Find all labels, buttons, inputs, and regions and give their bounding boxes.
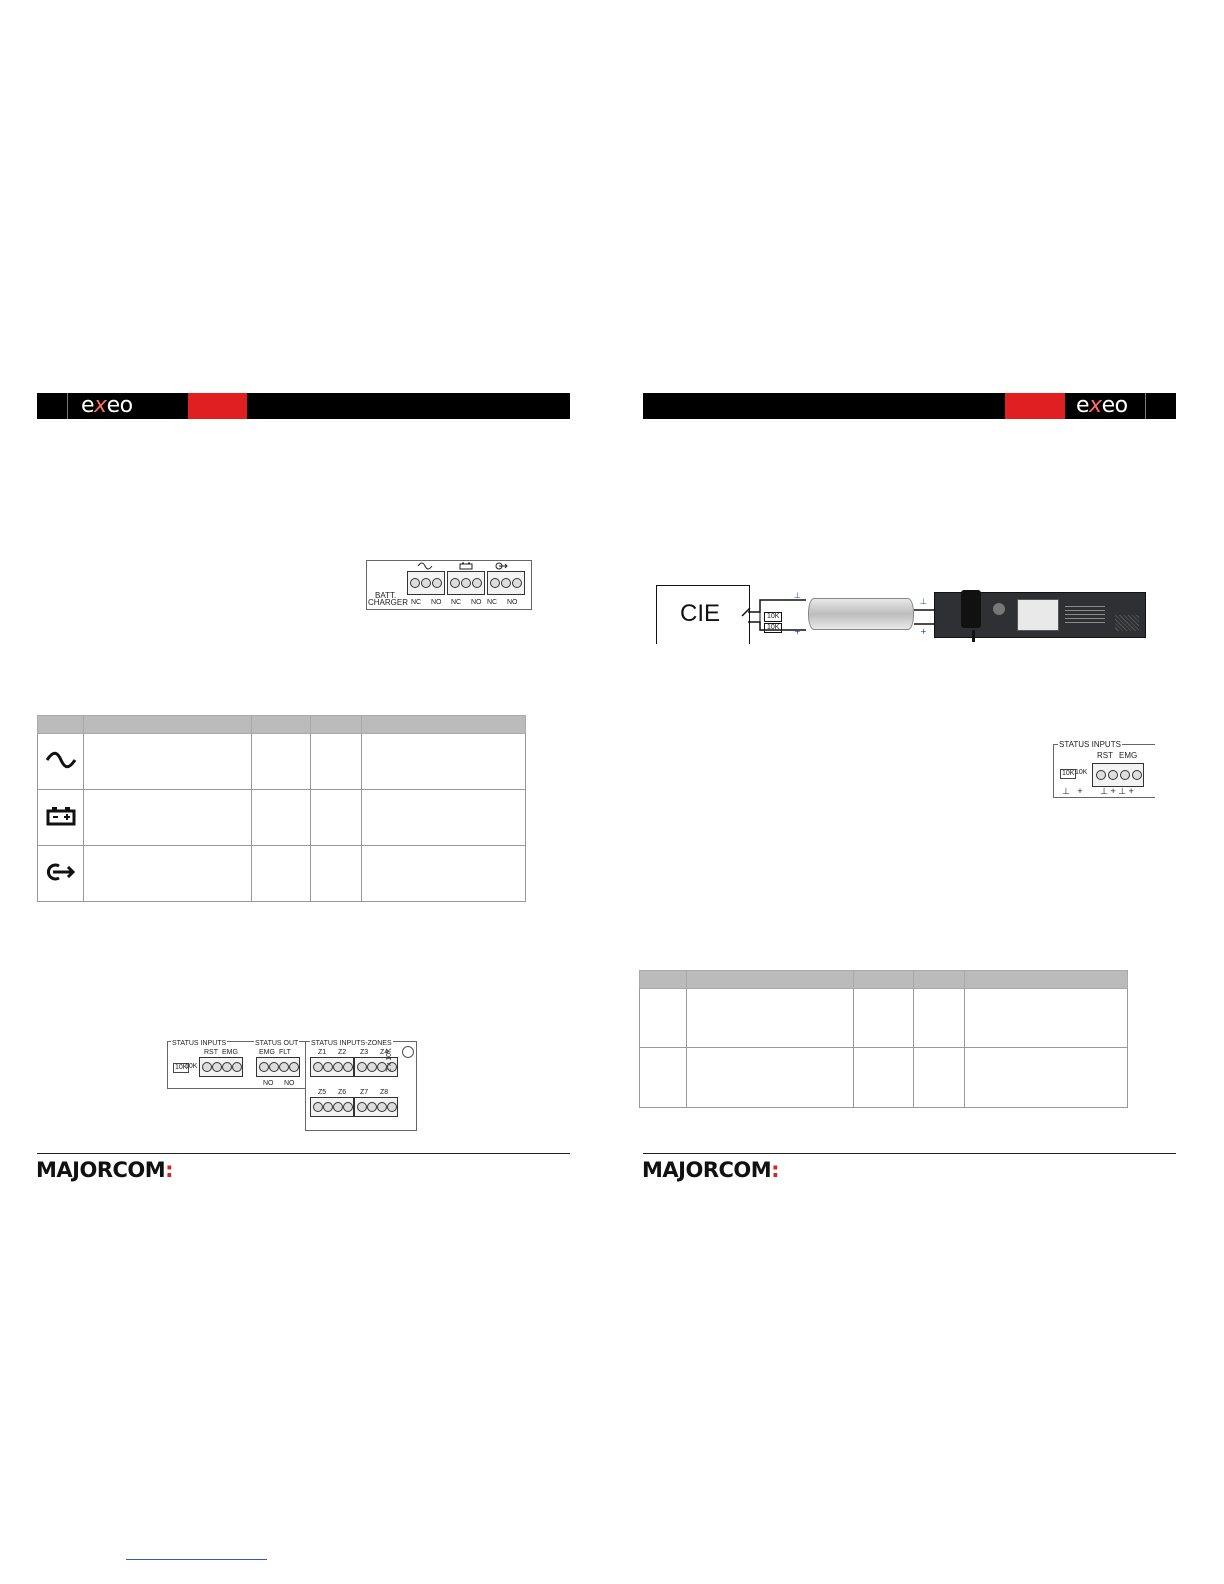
svg-text:+: + — [794, 627, 801, 636]
zone-label: Z7 — [360, 1089, 369, 1096]
table-header-row — [640, 971, 1128, 989]
resistor-label: 10K — [1075, 769, 1088, 776]
contact-label: NC — [451, 599, 462, 606]
no-contact-label: NO — [263, 1080, 274, 1087]
resistor-label: 10K — [764, 612, 782, 622]
zone-label: Z2 — [338, 1049, 347, 1056]
status-out-terminal — [256, 1057, 300, 1077]
panel-screw-icon — [402, 1046, 414, 1058]
rst-label: RST — [1097, 751, 1113, 760]
charger-label: CHARGER — [368, 598, 409, 607]
contact-label: NO — [431, 599, 442, 606]
relay-terminal-2 — [447, 571, 485, 595]
relay-table — [37, 715, 526, 902]
device-cable-drop — [972, 630, 975, 642]
svg-text:⊥: ⊥ — [794, 591, 801, 600]
power-output-icon — [45, 862, 77, 882]
ac-mains-icon — [45, 751, 77, 769]
status-inputs-title: STATUS INPUTS — [172, 1040, 227, 1047]
svg-text:⊥: ⊥ — [920, 597, 927, 606]
relay-terminal-3 — [487, 571, 525, 595]
zones-terminal-bottom-b — [354, 1097, 398, 1117]
battery-icon — [459, 562, 473, 570]
relay-terminal-1 — [407, 571, 445, 595]
status-out-title: STATUS OUT — [255, 1040, 299, 1047]
zone-label: Z4 — [380, 1049, 389, 1056]
table-row — [38, 734, 526, 790]
exeo-logo: exeo — [1076, 393, 1128, 418]
zone-label: Z8 — [380, 1089, 389, 1096]
contact-label: NO — [507, 599, 518, 606]
zone-label: Z3 — [360, 1049, 369, 1056]
left-header-bar — [37, 393, 570, 419]
table-row — [640, 989, 1128, 1048]
cable-icon — [808, 598, 914, 630]
zones-terminal-bottom-a — [310, 1097, 354, 1117]
majorcom-logo: MAJORCOM: — [642, 1158, 780, 1182]
status-input-terminal — [199, 1057, 243, 1077]
input-table — [639, 970, 1128, 1108]
batt-label: BATT. — [375, 591, 397, 600]
table-row — [38, 846, 526, 902]
out-flt-label: FLT — [279, 1049, 291, 1056]
rst-label: RST — [204, 1049, 218, 1056]
right-footer-rule — [643, 1153, 1176, 1154]
battery-icon — [46, 806, 76, 826]
status-zones-title: STATUS INPUTS-ZONES — [311, 1040, 392, 1047]
zones-terminal-top-a — [310, 1057, 354, 1077]
resistor-label: 10K — [764, 623, 782, 633]
table-row — [640, 1048, 1128, 1108]
no-contact-label: NO — [284, 1080, 295, 1087]
exeo-logo: exeo — [81, 393, 133, 418]
resistor-label: 10K — [185, 1063, 198, 1070]
emg-label: EMG — [222, 1049, 238, 1056]
majorcom-logo: MAJORCOM: — [36, 1158, 174, 1182]
resistor-label: 10K — [175, 1064, 188, 1071]
cie-label: CIE — [680, 600, 721, 627]
resistor-label: 10K — [1062, 770, 1075, 777]
status-inputs-title: STATUS INPUTS — [1059, 740, 1121, 749]
right-header-bar — [643, 393, 1176, 419]
zone-label: Z6 — [338, 1089, 347, 1096]
footer-link-underline[interactable] — [126, 1559, 267, 1560]
left-footer-rule — [37, 1153, 570, 1154]
contact-label: NC — [487, 599, 498, 606]
table-header-row — [38, 716, 526, 734]
svg-text:+: + — [920, 627, 927, 636]
emg-label: EMG — [1119, 751, 1138, 760]
out-emg-label: EMG — [259, 1049, 275, 1056]
zone-label: Z1 — [318, 1049, 327, 1056]
power-output-icon — [495, 562, 509, 570]
contact-label: NO — [471, 599, 482, 606]
terminal-polarity: ⊥ + ⊥ + ⊥ + — [1062, 786, 1134, 796]
side-resistor-label: 2 x 10K — [386, 1048, 393, 1072]
ac-mains-icon — [417, 562, 433, 570]
contact-label: NC — [411, 599, 422, 606]
status-input-terminal — [1092, 763, 1144, 787]
zone-label: Z5 — [318, 1089, 327, 1096]
table-row — [38, 790, 526, 846]
relay-connector-panel — [366, 560, 532, 610]
exeo-device-image — [934, 592, 1146, 638]
